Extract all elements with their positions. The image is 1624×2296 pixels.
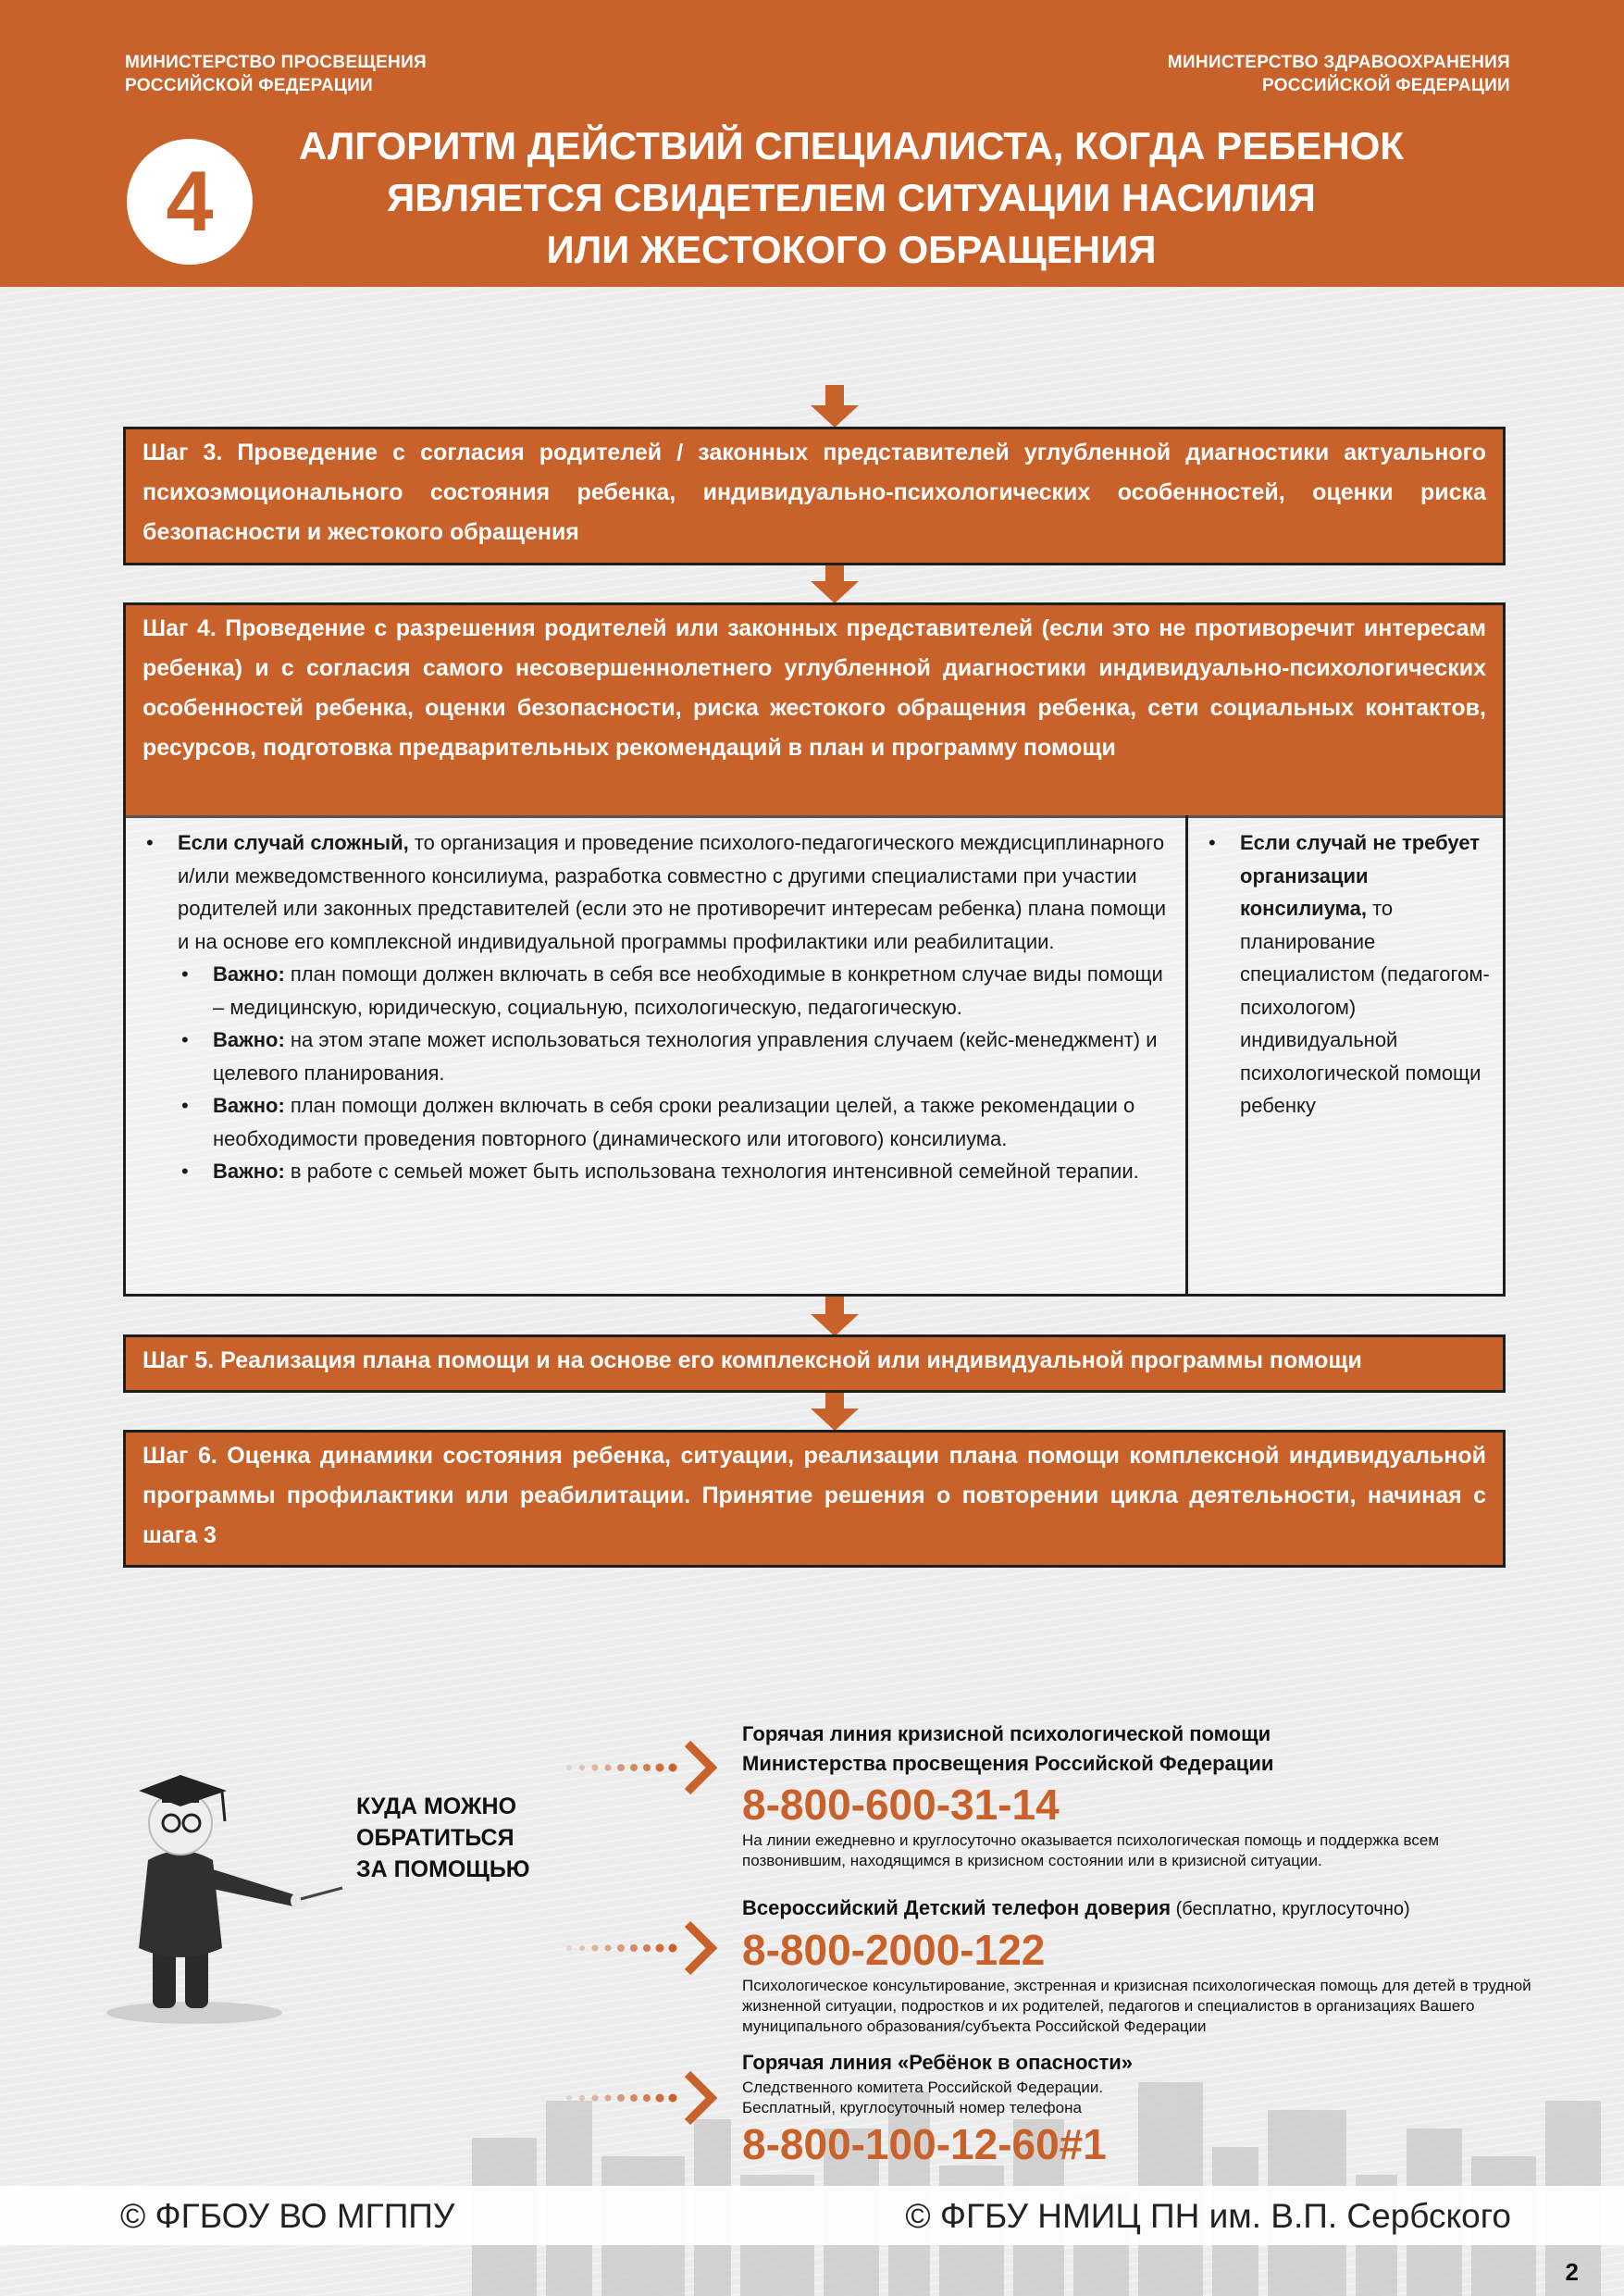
list-item: • Важно: план помощи должен включать в себя сроки реализации целей, а также рекомендации о необходимости проведения повторного (динамического или итогового) консилиума. xyxy=(143,1089,1169,1155)
arrow-down-icon xyxy=(805,561,864,605)
branch-simple-case xyxy=(1188,815,1503,1294)
dotted-arrow-icon xyxy=(560,2070,717,2126)
list-item: • Если случай не требует организации консилиума, то планирование специалистом (педагогом-психологом) индивидуальной психологической помощи ребенку xyxy=(1205,826,1490,1123)
arrow-down-icon xyxy=(805,385,864,429)
branch-complex-case xyxy=(126,815,1188,1294)
phone-number[interactable]: 8-800-100-12-60#1 xyxy=(742,2120,1107,2168)
step-3-box: Шаг 3. Проведение с согласия родителей / законных представителей углубленной диагностики актуального психоэмоционального состояния ребенка, индивидуально-психологических особенностей, оценки риска безопасности и жестокого обращения xyxy=(123,427,1506,565)
hotline-child-in-danger: Горячая линия «Ребёнок в опасности» Следственного комитета Российской Федерации. Бесплатный, круглосуточный номер телефона 8-800-100-12-60#1 xyxy=(742,2048,1556,2170)
step-4-box: Шаг 4. Проведение с разрешения родителей или законных представителей (если это не противоречит интересам ребенка) и с согласия самого несовершеннолетнего углубленной диагностики индивидуально-психологических особенностей ребенка, оценки безопасности, риска жестокого обращения ребенка, сети социальных контактов, ресурсов, подготовка предварительных рекомендаций в план и программу помощи xyxy=(123,602,1506,818)
phone-number[interactable]: 8-800-2000-122 xyxy=(742,1926,1046,1974)
page-number: 2 xyxy=(1565,2258,1579,2286)
copyright-right: © ФГБУ НМИЦ ПН им. В.П. Сербского xyxy=(905,2197,1511,2235)
list-item: • Важно: на этом этапе может использоваться технология управления случаем (кейс-менеджмент) и целевого планирования. xyxy=(143,1024,1169,1089)
list-item: • Если случай сложный, то организация и проведение психолого-педагогического междисциплинарного и/или межведомственного консилиума, разработка совместно с другими специалистами при участии родителей или законных представителей (если это не противоречит интересам ребенка) плана помощи и на основе его комплексной индивидуальной программы профилактики или реабилитации. xyxy=(143,826,1169,958)
ministry-right: МИНИСТЕРСТВО ЗДРАВООХРАНЕНИЯ РОССИЙСКОЙ ФЕДЕРАЦИИ xyxy=(1167,53,1510,95)
graduate-pointer-figure xyxy=(97,1749,347,2027)
step-5-box: Шаг 5. Реализация плана помощи и на основе его комплексной или индивидуальной программы помощи xyxy=(123,1334,1506,1393)
dotted-arrow-icon xyxy=(560,1740,717,1795)
arrow-down-icon xyxy=(805,1294,864,1338)
help-section-title: КУДА МОЖНО ОБРАТИТЬСЯ ЗА ПОМОЩЬЮ xyxy=(356,1793,530,1882)
hotline-crisis-ministry: Горячая линия кризисной психологической помощи Министерства просвещения Российской Федерации 8-800-600-31-14 На линии ежедневно и круглосуточно оказывается психологическая помощь и поддержка всем позвонившим, находящимся в кризисном состоянии или в кризисной ситуации. xyxy=(742,1719,1556,1871)
arrow-down-icon xyxy=(805,1388,864,1433)
section-number-badge: 4 xyxy=(127,139,253,265)
copyright-left: © ФГБОУ ВО МГППУ xyxy=(120,2197,455,2235)
page-title: АЛГОРИТМ ДЕЙСТВИЙ СПЕЦИАЛИСТА, КОГДА РЕБЕНОК ЯВЛЯЕТСЯ СВИДЕТЕЛЕМ СИТУАЦИИ НАСИЛИЯ ИЛИ ЖЕСТОКОГО ОБРАЩЕНИЯ xyxy=(299,124,1404,271)
ministry-left: МИНИСТЕРСТВО ПРОСВЕЩЕНИЯ РОССИЙСКОЙ ФЕДЕРАЦИИ xyxy=(125,53,427,95)
step-6-box: Шаг 6. Оценка динамики состояния ребенка, ситуации, реализации плана помощи комплексной индивидуальной программы профилактики или реабилитации. Принятие решения о повторении цикла деятельности, начиная с шага 3 xyxy=(123,1430,1506,1568)
step-4-branches xyxy=(123,815,1506,1297)
hotline-children-trust: Всероссийский Детский телефон доверия (бесплатно, круглосуточно) 8-800-2000-122 Психологическое консультирование, экстренная и кризисная психологическая помощь для детей в трудной жизненной ситуации, подростков и их родителей, педагогов и специалистов в организациях Вашего муниципального образования/субъекта Российской Федерации xyxy=(742,1893,1556,2037)
phone-number[interactable]: 8-800-600-31-14 xyxy=(742,1781,1060,1829)
list-item: • Важно: в работе с семьей может быть использована технология интенсивной семейной терапии. xyxy=(143,1155,1169,1188)
list-item: • Важно: план помощи должен включать в себя все необходимые в конкретном случае виды помощи – медицинскую, юридическую, социальную, психологическую, педагогическую. xyxy=(143,958,1169,1024)
dotted-arrow-icon xyxy=(560,1920,717,1976)
header-banner xyxy=(0,0,1624,287)
footer-bar xyxy=(0,2186,1624,2245)
